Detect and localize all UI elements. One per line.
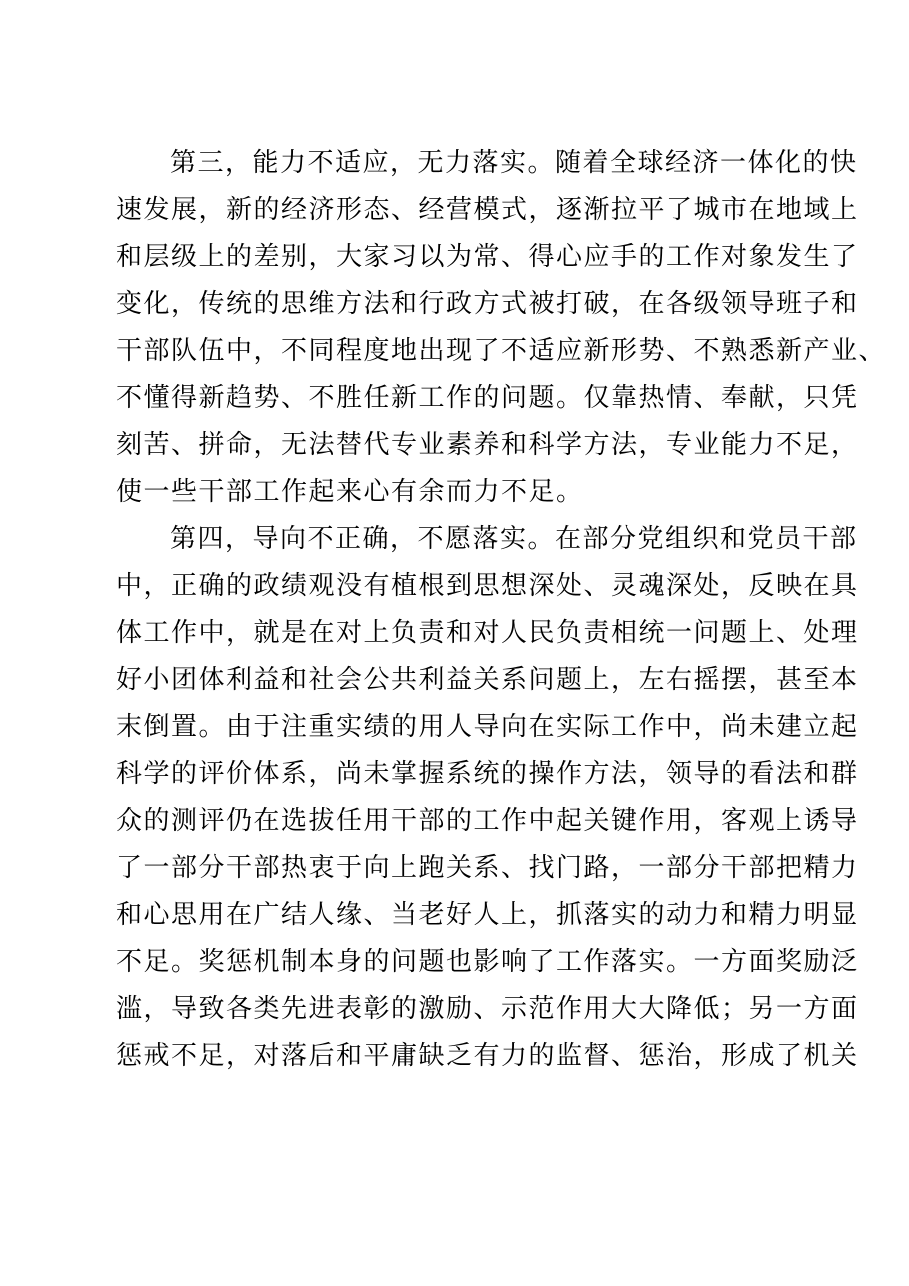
paragraph-fourth-point — [116, 516, 859, 1080]
text-line: 众的测评仍在选拔任用干部的工作中起关键作用，客观上诱导 — [116, 806, 859, 836]
text-line: 干部队伍中，不同程度地出现了不适应新形势、不熟悉新产业、 — [116, 336, 887, 366]
text-line: 了一部分干部热衷于向上跑关系、找门路，一部分干部把精力 — [116, 853, 859, 883]
text-line: 和心思用在广结人缘、当老好人上，抓落实的动力和精力明显 — [116, 900, 859, 930]
text-line: 变化，传统的思维方法和行政方式被打破，在各级领导班子和 — [116, 289, 859, 319]
text-line: 不足。奖惩机制本身的问题也影响了工作落实。一方面奖励泛 — [116, 947, 859, 977]
text-line: 不懂得新趋势、不胜任新工作的问题。仅靠热情、奉献，只凭 — [116, 383, 859, 413]
text-line: 第四，导向不正确，不愿落实。在部分党组织和党员干部 — [170, 524, 858, 554]
text-line: 速发展，新的经济形态、经营模式，逐渐拉平了城市在地域上 — [116, 195, 859, 225]
document-body — [116, 140, 887, 1080]
text-line: 好小团体利益和社会公共利益关系问题上，左右摇摆，甚至本 — [116, 665, 859, 695]
paragraph-third-point — [116, 140, 887, 516]
text-line: 使一些干部工作起来心有余而力不足。 — [116, 477, 584, 507]
text-line: 中，正确的政绩观没有植根到思想深处、灵魂深处，反映在具 — [116, 571, 859, 601]
text-line: 和层级上的差别，大家习以为常、得心应手的工作对象发生了 — [116, 242, 859, 272]
text-line: 刻苦、拼命，无法替代专业素养和科学方法，专业能力不足， — [116, 430, 859, 460]
text-line: 惩戒不足，对落后和平庸缺乏有力的监督、惩治，形成了机关 — [116, 1041, 859, 1071]
text-line: 末倒置。由于注重实绩的用人导向在实际工作中，尚未建立起 — [116, 712, 859, 742]
text-line: 滥，导致各类先进表彰的激励、示范作用大大降低；另一方面 — [116, 994, 859, 1024]
text-line: 体工作中，就是在对上负责和对人民负责相统一问题上、处理 — [116, 618, 859, 648]
text-line: 科学的评价体系，尚未掌握系统的操作方法，领导的看法和群 — [116, 759, 859, 789]
text-line: 第三，能力不适应，无力落实。随着全球经济一体化的快 — [170, 148, 858, 178]
